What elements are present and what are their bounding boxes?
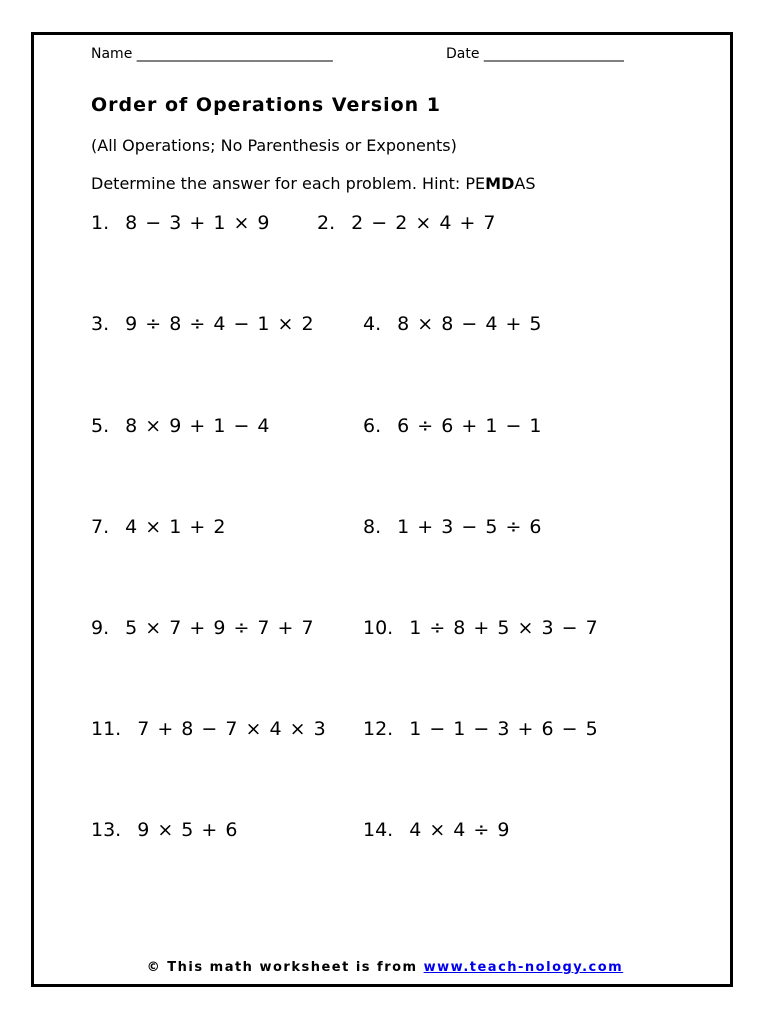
date-label: Date: [446, 46, 480, 62]
date-field: [446, 46, 624, 62]
problem-12: [363, 718, 599, 740]
problem-4: [363, 313, 543, 335]
problem-expression: 9 ÷ 8 ÷ 4 − 1 × 2: [125, 313, 315, 335]
problem-6: [363, 415, 543, 437]
problem-number: 5.: [91, 415, 110, 437]
problem-11: [91, 718, 327, 740]
problem-expression: 6 ÷ 6 + 1 − 1: [397, 415, 543, 437]
problem-expression: 8 × 8 − 4 + 5: [397, 313, 543, 335]
problem-7: [91, 516, 226, 538]
worksheet-title: Order of Operations Version 1: [91, 94, 442, 116]
footer-text: © This math worksheet is from: [146, 960, 424, 975]
footer: [0, 960, 770, 975]
footer-link[interactable]: www.teach-nology.com: [423, 960, 624, 975]
problem-number: 9.: [91, 617, 110, 639]
problem-expression: 1 − 1 − 3 + 6 − 5: [409, 718, 599, 740]
problem-13: [91, 819, 238, 841]
problem-number: 12.: [363, 718, 394, 740]
date-blank: ____________________: [483, 46, 624, 62]
problem-number: 7.: [91, 516, 110, 538]
problem-expression: 1 ÷ 8 + 5 × 3 − 7: [409, 617, 599, 639]
instructions: [91, 174, 535, 193]
problem-5: [91, 415, 271, 437]
problem-1: [91, 212, 271, 234]
problem-2: [317, 212, 497, 234]
problem-number: 8.: [363, 516, 382, 538]
problem-number: 10.: [363, 617, 394, 639]
problem-expression: 5 × 7 + 9 ÷ 7 + 7: [125, 617, 315, 639]
problem-9: [91, 617, 315, 639]
name-blank: ____________________________: [136, 46, 333, 62]
problem-number: 6.: [363, 415, 382, 437]
problem-expression: 8 × 9 + 1 − 4: [125, 415, 271, 437]
problem-3: [91, 313, 315, 335]
problem-number: 13.: [91, 819, 122, 841]
instructions-text: Determine the answer for each problem. Hint:: [91, 174, 466, 193]
problem-expression: 7 + 8 − 7 × 4 × 3: [137, 718, 327, 740]
problem-number: 14.: [363, 819, 394, 841]
problem-number: 11.: [91, 718, 122, 740]
hint-md: MD: [485, 174, 515, 193]
problem-number: 1.: [91, 212, 110, 234]
problem-10: [363, 617, 599, 639]
problem-number: 4.: [363, 313, 382, 335]
worksheet-subtitle: (All Operations; No Parenthesis or Exponents): [91, 136, 457, 155]
hint-pe: PE: [465, 174, 486, 193]
name-field: [91, 46, 333, 62]
problem-14: [363, 819, 510, 841]
problem-8: [363, 516, 543, 538]
problem-expression: 9 × 5 + 6: [137, 819, 239, 841]
problem-expression: 2 − 2 × 4 + 7: [351, 212, 497, 234]
name-label: Name: [91, 46, 133, 62]
problem-expression: 1 + 3 − 5 ÷ 6: [397, 516, 543, 538]
problem-expression: 4 × 1 + 2: [125, 516, 227, 538]
problem-number: 2.: [317, 212, 336, 234]
hint-as: AS: [514, 174, 536, 193]
problem-number: 3.: [91, 313, 110, 335]
problem-expression: 4 × 4 ÷ 9: [409, 819, 511, 841]
problem-expression: 8 − 3 + 1 × 9: [125, 212, 271, 234]
